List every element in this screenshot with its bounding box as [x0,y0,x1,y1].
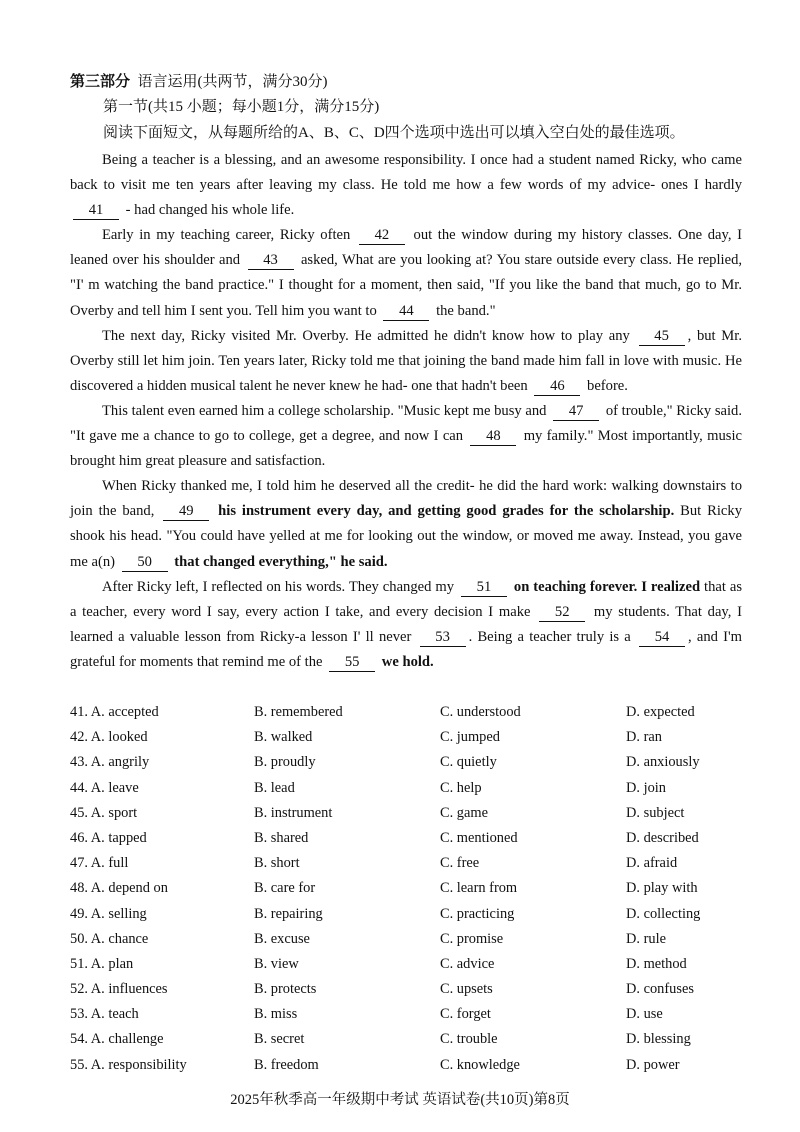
option-d: D. method [626,955,687,972]
paragraph-5 [70,474,742,574]
text-span: - had changed his whole life. [125,202,295,219]
option-b: B. walked [254,729,313,746]
paragraph-4 [70,399,742,474]
option-row [70,1053,760,1078]
text-span-bold: we hold. [381,653,434,670]
part-title: 语言运用(共两节，满分30分) [137,74,328,90]
option-a: 44. A. leave [70,779,139,796]
blank-46: 46 [534,378,580,396]
text-span: Being a teacher is a blessing, and an awesome responsibility. I once had a student named Ricky, who came back to visit me ten years after leaving my class. He told me how a few words of my advice- ones I hardly [70,152,742,194]
option-row [70,927,760,952]
option-a: 48. A. depend on [70,880,168,897]
option-a: 54. A. challenge [70,1031,164,1048]
option-c: C. jumped [440,729,500,746]
option-d: D. expected [626,704,695,720]
option-row [70,750,760,775]
option-a: 55. A. responsibility [70,1056,187,1073]
blank-49: 49 [163,503,209,521]
text-span-bold: that changed everything," he said. [174,553,388,570]
option-b: B. miss [254,1006,298,1023]
option-a: 45. A. sport [70,804,138,821]
option-d: D. collecting [626,905,701,922]
answer-options [70,700,760,1078]
option-b: B. repairing [254,905,323,922]
option-d: D. described [626,829,699,846]
option-d: D. play with [626,880,698,897]
option-a: 50. A. chance [70,930,149,947]
text-span: my family." Most importantly, music brought him great pleasure and satisfaction. [70,428,742,470]
blank-48: 48 [470,428,516,446]
blank-44: 44 [383,303,429,321]
option-c: C. understood [440,704,521,720]
blank-55: 55 [329,654,375,672]
text-span-bold: on teaching forever. I realized [513,578,701,595]
text-span: After Ricky left, I reflected on his words. They changed my [102,578,455,595]
reading-passage [70,148,742,675]
option-c: C. free [440,855,480,872]
option-c: C. practicing [440,905,515,922]
option-a: 46. A. tapped [70,829,147,846]
option-row [70,1027,760,1052]
blank-53: 53 [420,629,466,647]
blank-52: 52 [539,604,585,622]
option-b: B. secret [254,1031,305,1048]
part-header [70,72,328,92]
instruction: 阅读下面短文，从每题所给的A、B、C、D四个选项中选出可以填入空白处的最佳选项。 [103,125,685,141]
text-span: The next day, Ricky visited Mr. Overby. He admitted he didn't know how to play any [102,327,630,344]
option-a: 53. A. teach [70,1006,139,1023]
text-span: . Being a teacher truly is a [468,628,631,645]
option-a: 51. A. plan [70,955,134,972]
option-b: B. protects [254,981,317,998]
option-a: 49. A. selling [70,905,147,922]
blank-50: 50 [122,554,168,572]
text-span: out the window during my history classes. One day, I leaned over his shoulder and [70,227,742,269]
option-b: B. instrument [254,804,333,821]
text-span: , and I'm grateful for moments that remind me of the [70,628,742,670]
option-c: C. quietly [440,754,497,771]
option-b: B. view [254,955,299,972]
option-b: B. short [254,855,300,872]
option-c: C. help [440,779,482,796]
blank-42: 42 [359,227,405,245]
blank-43: 43 [248,252,294,270]
option-d: D. power [626,1056,680,1073]
option-a: 41. A. accepted [70,704,159,720]
option-a: 42. A. looked [70,729,148,746]
option-c: C. promise [440,930,504,947]
option-d: D. join [626,779,666,796]
option-b: B. proudly [254,754,316,771]
option-c: C. mentioned [440,829,518,846]
blank-51: 51 [461,579,507,597]
option-b: B. shared [254,829,309,846]
option-row [70,851,760,876]
option-b: B. remembered [254,704,343,720]
option-c: C. advice [440,955,495,972]
text-span: This talent even earned him a college scholarship. "Music kept me busy and [102,402,547,419]
blank-47: 47 [553,403,599,421]
option-d: D. subject [626,804,685,821]
page-footer: 2025年秋季高一年级期中考试 英语试卷(共10页)第8页 [230,1092,570,1108]
option-c: C. knowledge [440,1056,520,1073]
option-d: D. anxiously [626,754,700,771]
option-row [70,977,760,1002]
option-row [70,876,760,901]
text-span-bold: his instrument every day, and getting good grades for the scholarship. [218,503,675,520]
paragraph-1 [70,148,742,223]
option-c: C. trouble [440,1031,498,1048]
text-span: before. [587,377,628,394]
blank-41: 41 [73,202,119,220]
option-c: C. upsets [440,981,493,998]
option-d: D. confuses [626,981,694,998]
option-c: C. learn from [440,880,518,897]
text-span: of trouble," Ricky said. "It gave me a chance to go to college, get a degree, and now I can [70,402,742,445]
option-row [70,1002,760,1027]
text-span: asked, What are you looking at? You stare outside every class. He replied, "I' m watching the band practice." I thought for a moment, then said, "If you like the band that much, go to Mr. Overby and tell him I sent you. Tell him you want to [70,252,743,319]
option-row [70,826,760,851]
option-row [70,801,760,826]
text-span: But Ricky shook his head. "You could have yelled at me for looking out the window, or moved me away. Instead, you gave me a(n) [70,503,742,570]
text-span: Early in my teaching career, Ricky often [102,227,351,244]
option-d: D. rule [626,930,666,947]
option-row [70,725,760,750]
option-d: D. afraid [626,855,678,872]
text-span: the band." [436,302,496,319]
option-row [70,952,760,977]
paragraph-6 [70,575,742,675]
text-span: my students. That day, I learned a valuable lesson from Ricky-a lesson I' ll never [70,603,742,645]
option-b: B. lead [254,779,295,796]
option-a: 43. A. angrily [70,754,150,771]
paragraph-2 [70,223,742,323]
option-c: C. game [440,804,488,821]
option-d: D. blessing [626,1031,691,1048]
blank-45: 45 [639,328,685,346]
text-span: that as a teacher, every word I say, every action I take, and every decision I make [70,578,742,620]
part-label: 第三部分 [70,74,131,90]
option-d: D. ran [626,729,662,746]
option-row [70,776,760,801]
option-c: C. forget [440,1006,491,1023]
option-a: 52. A. influences [70,981,168,998]
option-a: 47. A. full [70,855,129,872]
text-span: , but Mr. Overby still let him join. Ten years later, Ricky told me that joining the band made him fall in love with music. He discovered a hidden musical talent he never knew he had- one that hadn't been [70,327,742,394]
text-span: When Ricky thanked me, I told him he deserved all the credit- he did the hard work: walking downstairs to join the band, [70,478,742,520]
paragraph-3 [70,324,742,399]
option-b: B. excuse [254,930,310,947]
option-b: B. freedom [254,1056,319,1073]
option-row [70,700,760,725]
option-row [70,902,760,927]
section-title: 第一节(共15 小题；每小题1分，满分15分) [103,99,380,115]
option-d: D. use [626,1006,663,1023]
blank-54: 54 [639,629,685,647]
option-b: B. care for [254,880,316,897]
